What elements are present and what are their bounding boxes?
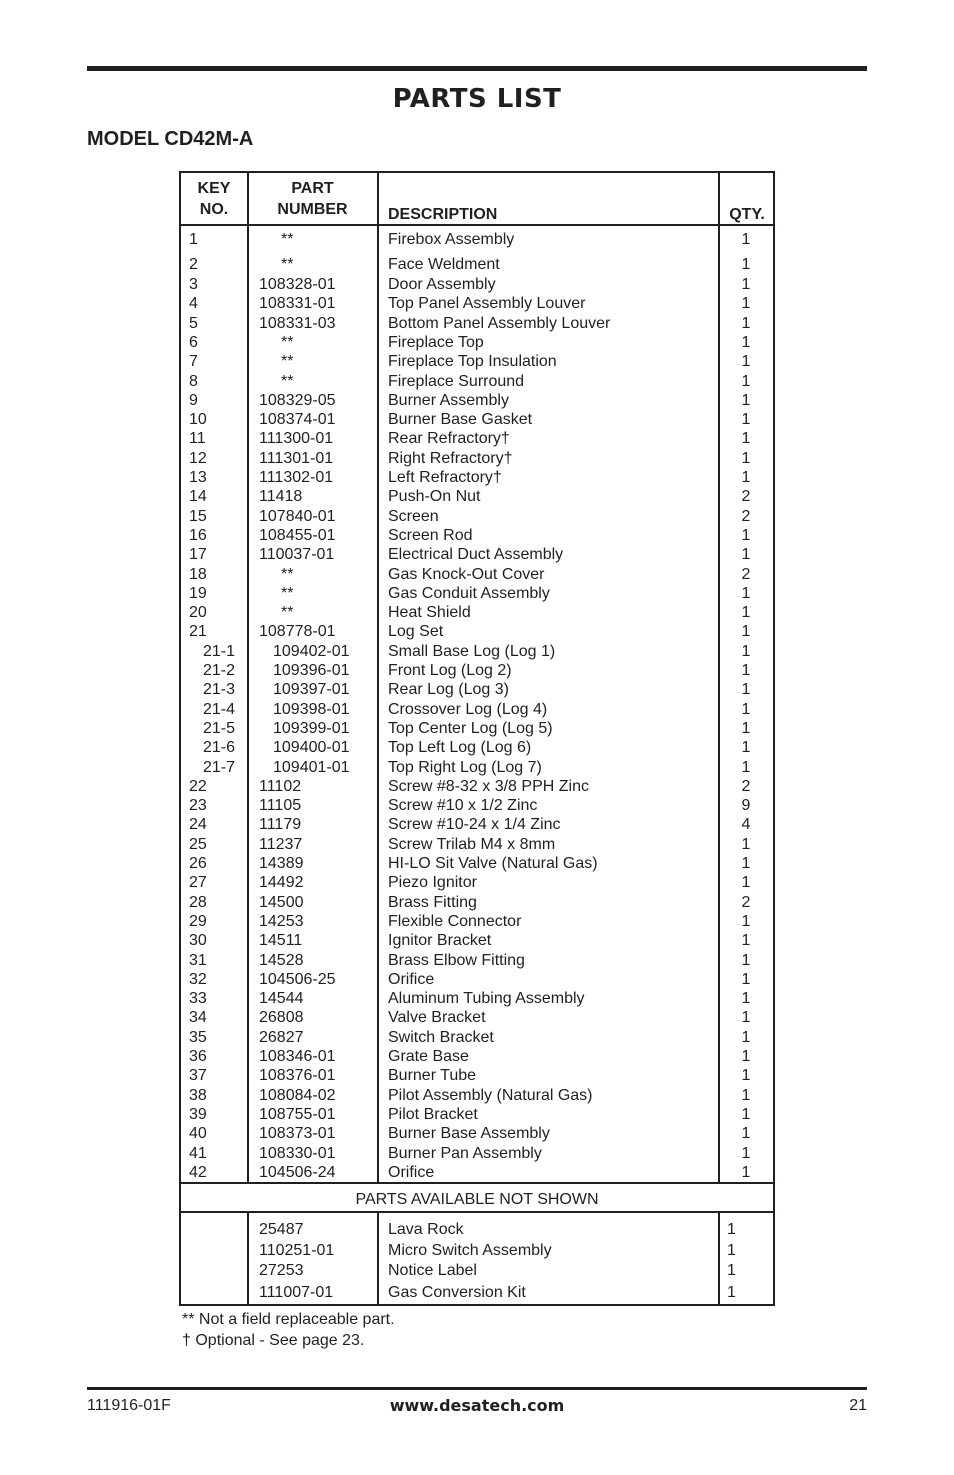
description-cell: Bottom Panel Assembly Louver	[388, 314, 611, 332]
table-row	[181, 622, 773, 641]
key-no-cell: 33	[189, 990, 207, 1008]
table-row	[181, 989, 773, 1008]
table-row	[181, 815, 773, 834]
model-heading: MODEL CD42M-A	[87, 128, 254, 150]
qty-cell: 1	[741, 662, 751, 679]
part-number-cell: 14528	[259, 951, 304, 969]
qty-cell: 1	[741, 584, 751, 602]
table-row	[181, 230, 773, 249]
key-no-cell: 2	[189, 256, 198, 273]
part-number-cell: **	[281, 604, 294, 622]
table-row	[181, 758, 773, 777]
key-no-cell: 40	[189, 1125, 207, 1143]
key-no-cell: 21-6	[203, 739, 236, 757]
qty-cell: 1	[741, 526, 751, 544]
table-row	[181, 738, 773, 757]
key-no-cell: 36	[189, 1048, 207, 1065]
qty-cell: 1	[741, 231, 751, 248]
description-cell: Orifice	[388, 970, 435, 988]
qty-cell: 4	[741, 816, 751, 834]
key-no-cell: 21-5	[203, 719, 236, 737]
description-cell: Screw #10 x 1/2 Zinc	[388, 797, 538, 815]
qty-cell: 1	[741, 430, 751, 448]
page-title: PARTS LIST	[392, 84, 562, 114]
table-row	[181, 719, 773, 738]
description-cell: Screen Rod	[388, 526, 473, 544]
key-no-cell: 18	[189, 565, 207, 583]
table-row	[181, 255, 773, 274]
table-row	[181, 410, 773, 429]
table-row	[181, 1124, 773, 1143]
part-number-cell: 109400-01	[273, 739, 350, 757]
part-number-cell: 111300-01	[259, 430, 334, 448]
qty-cell: 1	[727, 1221, 736, 1238]
description-cell: Electrical Duct Assembly	[388, 546, 564, 564]
part-number-cell: 108455-01	[259, 526, 336, 544]
key-no-cell: 21	[189, 623, 207, 641]
qty-cell: 1	[741, 411, 751, 429]
description-cell: Screw Trilab M4 x 8mm	[388, 835, 556, 853]
table-row	[181, 1261, 773, 1280]
table-row	[181, 1144, 773, 1163]
key-no-cell: 37	[189, 1067, 207, 1085]
table-row	[181, 314, 773, 333]
description-cell: Top Right Log (Log 7)	[388, 758, 542, 776]
part-number-cell: 108329-05	[259, 391, 336, 409]
qty-cell: 1	[741, 333, 751, 351]
table-row	[181, 777, 773, 796]
key-no-cell: 9	[189, 391, 198, 409]
qty-cell: 1	[727, 1284, 736, 1301]
part-number-cell: **	[281, 372, 294, 390]
description-cell: Grate Base	[388, 1048, 469, 1065]
description-cell: Pilot Bracket	[388, 1105, 478, 1123]
description-cell: Valve Bracket	[388, 1009, 486, 1027]
description-cell: Piezo Ignitor	[388, 874, 477, 892]
header-description: DESCRIPTION	[388, 206, 498, 223]
key-no-cell: 22	[189, 777, 207, 795]
qty-cell: 2	[741, 507, 751, 525]
key-no-cell: 24	[189, 816, 207, 834]
key-no-cell: 12	[189, 449, 207, 467]
part-number-cell: 25487	[259, 1221, 304, 1238]
key-no-cell: 21-2	[203, 662, 236, 679]
description-cell: Micro Switch Assembly	[388, 1242, 552, 1259]
description-cell: Fireplace Top	[388, 333, 484, 351]
header-qty: QTY.	[729, 206, 765, 223]
table-row	[181, 700, 773, 719]
table-row	[181, 352, 773, 371]
description-cell: Crossover Log (Log 4)	[388, 700, 548, 718]
qty-cell: 2	[741, 488, 751, 506]
qty-cell: 1	[741, 604, 751, 622]
qty-cell: 1	[741, 546, 751, 564]
part-number-cell: 11237	[259, 835, 303, 853]
part-number-cell: 109401-01	[273, 758, 350, 776]
qty-cell: 1	[741, 1028, 751, 1046]
qty-cell: 2	[741, 777, 751, 795]
qty-cell: 1	[741, 758, 751, 776]
header-key-no: KEY NO.	[197, 180, 231, 218]
table-row	[181, 951, 773, 970]
key-no-cell: 27	[189, 874, 207, 892]
description-cell: Gas Conversion Kit	[388, 1284, 526, 1301]
qty-cell: 1	[741, 912, 751, 930]
key-no-cell: 14	[189, 488, 207, 506]
part-number-cell: 11418	[259, 488, 303, 506]
part-number-cell: 108331-03	[259, 314, 336, 332]
description-cell: Push-On Nut	[388, 488, 481, 506]
description-cell: Lava Rock	[388, 1221, 464, 1238]
part-number-cell: 111301-01	[259, 449, 334, 467]
key-no-cell: 41	[189, 1144, 207, 1162]
table-row	[181, 1086, 773, 1105]
table-row	[181, 487, 773, 506]
key-no-cell: 20	[189, 604, 207, 622]
table-row	[181, 429, 773, 448]
part-number-cell: 109399-01	[273, 719, 350, 737]
section-rule-top	[181, 1182, 773, 1184]
part-number-cell: **	[281, 256, 294, 273]
qty-cell: 1	[741, 256, 751, 273]
description-cell: Switch Bracket	[388, 1028, 494, 1046]
part-number-cell: 110251-01	[259, 1242, 335, 1259]
key-no-cell: 1	[189, 231, 198, 248]
table-row	[181, 1241, 773, 1260]
qty-cell: 1	[741, 681, 751, 699]
table-row	[181, 333, 773, 352]
qty-cell: 1	[741, 1125, 751, 1143]
page-number: 21	[849, 1397, 867, 1414]
key-no-cell: 8	[189, 372, 198, 390]
not-shown-title: PARTS AVAILABLE NOT SHOWN	[355, 1191, 599, 1208]
part-number-cell: 11105	[259, 797, 302, 815]
qty-cell: 1	[741, 1105, 751, 1123]
key-no-cell: 21-4	[203, 700, 236, 718]
qty-cell: 1	[741, 372, 751, 390]
table-row	[181, 565, 773, 584]
qty-cell: 1	[727, 1242, 736, 1259]
table-row	[181, 1283, 773, 1302]
description-cell: Burner Base Assembly	[388, 1125, 550, 1143]
qty-cell: 1	[741, 1144, 751, 1162]
qty-cell: 1	[741, 835, 751, 853]
table-row	[181, 449, 773, 468]
qty-cell: 1	[741, 700, 751, 718]
description-cell: HI-LO Sit Valve (Natural Gas)	[388, 855, 598, 872]
doc-number: 111916-01F	[87, 1397, 171, 1414]
qty-cell: 1	[741, 295, 751, 313]
part-number-cell: **	[281, 333, 294, 351]
part-number-cell: 104506-24	[259, 1163, 336, 1181]
qty-cell: 1	[741, 739, 751, 757]
table-row	[181, 1047, 773, 1066]
table-row	[181, 912, 773, 931]
key-no-cell: 21-1	[203, 642, 236, 660]
key-no-cell: 23	[189, 797, 207, 815]
table-row	[181, 507, 773, 526]
key-no-cell: 5	[189, 314, 198, 332]
description-cell: Screen	[388, 507, 439, 525]
description-cell: Face Weldment	[388, 256, 500, 273]
part-number-cell: 26808	[259, 1009, 304, 1027]
part-number-cell: 104506-25	[259, 970, 336, 988]
description-cell: Top Left Log (Log 6)	[388, 739, 532, 757]
description-cell: Top Panel Assembly Louver	[388, 295, 586, 313]
qty-cell: 1	[741, 1067, 751, 1085]
part-number-cell: 108084-02	[259, 1086, 336, 1104]
table-row	[181, 661, 773, 680]
description-cell: Orifice	[388, 1163, 435, 1181]
part-number-cell: 108346-01	[259, 1048, 336, 1065]
qty-cell: 2	[741, 893, 751, 911]
key-no-cell: 25	[189, 835, 207, 853]
footnotes	[182, 1309, 395, 1351]
description-cell: Heat Shield	[388, 604, 471, 622]
qty-cell: 1	[741, 353, 751, 371]
qty-cell: 1	[741, 449, 751, 467]
key-no-cell: 30	[189, 932, 207, 950]
description-cell: Top Center Log (Log 5)	[388, 719, 553, 737]
parts-table	[179, 171, 775, 1306]
qty-cell: 1	[741, 469, 751, 486]
table-row	[181, 468, 773, 487]
part-number-cell: 108376-01	[259, 1067, 336, 1085]
qty-cell: 1	[741, 276, 751, 293]
header-part-number: PART NUMBER	[277, 180, 348, 218]
table-row	[181, 545, 773, 564]
part-number-cell: 108755-01	[259, 1105, 336, 1123]
table-row	[181, 294, 773, 313]
qty-cell: 1	[741, 1086, 751, 1104]
part-number-cell: **	[281, 353, 294, 371]
table-row	[181, 1163, 773, 1182]
table-row	[181, 372, 773, 391]
key-no-cell: 28	[189, 893, 207, 911]
qty-cell: 1	[741, 1048, 751, 1065]
key-no-cell: 15	[189, 507, 207, 525]
part-number-cell: 14253	[259, 912, 304, 930]
qty-cell: 1	[741, 932, 751, 950]
part-number-cell: 108373-01	[259, 1125, 336, 1143]
table-row	[181, 873, 773, 892]
table-row	[181, 970, 773, 989]
part-number-cell: 14500	[259, 893, 304, 911]
part-number-cell: 111007-01	[259, 1284, 334, 1301]
key-no-cell: 29	[189, 912, 207, 930]
description-cell: Fireplace Top Insulation	[388, 353, 557, 371]
description-cell: Brass Elbow Fitting	[388, 951, 525, 969]
part-number-cell: 27253	[259, 1262, 304, 1279]
description-cell: Ignitor Bracket	[388, 932, 492, 950]
part-number-cell: 11102	[259, 777, 302, 795]
table-row	[181, 854, 773, 873]
key-no-cell: 11	[189, 430, 206, 448]
description-cell: Burner Assembly	[388, 391, 509, 409]
part-number-cell: 14492	[259, 874, 304, 892]
part-number-cell: 109398-01	[273, 700, 350, 718]
qty-cell: 9	[741, 797, 751, 815]
table-row	[181, 680, 773, 699]
key-no-cell: 10	[189, 411, 207, 429]
description-cell: Screw #10-24 x 1/4 Zinc	[388, 816, 561, 834]
part-number-cell: 11179	[259, 816, 302, 834]
part-number-cell: 14544	[259, 990, 304, 1008]
description-cell: Burner Pan Assembly	[388, 1144, 542, 1162]
part-number-cell: 107840-01	[259, 507, 336, 525]
qty-cell: 1	[741, 642, 751, 660]
part-number-cell: **	[281, 231, 294, 248]
qty-cell: 1	[741, 1009, 751, 1027]
description-cell: Gas Knock-Out Cover	[388, 565, 545, 583]
table-row	[181, 584, 773, 603]
table-row	[181, 391, 773, 410]
key-no-cell: 21-3	[203, 681, 236, 699]
key-no-cell: 38	[189, 1086, 207, 1104]
key-no-cell: 42	[189, 1163, 207, 1181]
part-number-cell: 14389	[259, 855, 304, 872]
description-cell: Rear Refractory†	[388, 430, 510, 448]
part-number-cell: 109402-01	[273, 642, 350, 660]
description-cell: Left Refractory†	[388, 469, 502, 486]
part-number-cell: **	[281, 584, 294, 602]
description-cell: Aluminum Tubing Assembly	[388, 990, 585, 1008]
key-no-cell: 39	[189, 1105, 207, 1123]
table-row	[181, 931, 773, 950]
description-cell: Brass Fitting	[388, 893, 477, 911]
table-row	[181, 893, 773, 912]
description-cell: Right Refractory†	[388, 449, 513, 467]
description-cell: Fireplace Surround	[388, 372, 525, 390]
part-number-cell: 109397-01	[273, 681, 350, 699]
part-number-cell: **	[281, 565, 294, 583]
part-number-cell: 108330-01	[259, 1144, 336, 1162]
key-no-cell: 26	[189, 855, 207, 872]
qty-cell: 1	[741, 855, 751, 872]
key-no-cell: 4	[189, 295, 198, 313]
description-cell: Burner Base Gasket	[388, 411, 533, 429]
footnote-not-replaceable: ** Not a field replaceable part.	[182, 1311, 395, 1328]
description-cell: Burner Tube	[388, 1067, 477, 1085]
part-number-cell: 111302-01	[259, 469, 334, 486]
table-row	[181, 1028, 773, 1047]
qty-cell: 1	[741, 391, 751, 409]
qty-cell: 1	[741, 970, 751, 988]
key-no-cell: 19	[189, 584, 207, 602]
description-cell: Small Base Log (Log 1)	[388, 642, 556, 660]
part-number-cell: 108328-01	[259, 276, 336, 293]
part-number-cell: 108374-01	[259, 411, 336, 429]
top-rule	[87, 66, 867, 71]
section-rule-bottom	[181, 1211, 773, 1213]
table-row	[181, 1066, 773, 1085]
key-no-cell: 34	[189, 1009, 207, 1027]
qty-cell: 1	[727, 1262, 736, 1279]
key-no-cell: 35	[189, 1028, 207, 1046]
key-no-cell: 3	[189, 276, 198, 293]
key-no-cell: 13	[189, 469, 207, 486]
qty-cell: 2	[741, 565, 751, 583]
key-no-cell: 21-7	[203, 758, 236, 776]
part-number-cell: 108778-01	[259, 623, 336, 641]
bottom-rule	[87, 1387, 867, 1390]
key-no-cell: 32	[189, 970, 207, 988]
key-no-cell: 31	[189, 951, 207, 969]
qty-cell: 1	[741, 874, 751, 892]
part-number-cell: 110037-01	[259, 546, 335, 564]
table-row	[181, 603, 773, 622]
key-no-cell: 16	[189, 526, 207, 544]
part-number-cell: 109396-01	[273, 662, 350, 679]
table-row	[181, 1105, 773, 1124]
qty-cell: 1	[741, 990, 751, 1008]
key-no-cell: 7	[189, 353, 198, 371]
table-row	[181, 1008, 773, 1027]
description-cell: Flexible Connector	[388, 912, 522, 930]
description-cell: Rear Log (Log 3)	[388, 681, 509, 699]
footnote-optional: † Optional - See page 23.	[182, 1332, 365, 1349]
qty-cell: 1	[741, 1163, 751, 1181]
description-cell: Screw #8-32 x 3/8 PPH Zinc	[388, 777, 589, 795]
part-number-cell: 108331-01	[259, 295, 336, 313]
table-row	[181, 1220, 773, 1239]
description-cell: Notice Label	[388, 1262, 477, 1279]
key-no-cell: 6	[189, 333, 198, 351]
qty-cell: 1	[741, 951, 751, 969]
table-row	[181, 526, 773, 545]
key-no-cell: 17	[189, 546, 207, 564]
website-link[interactable]: www.desatech.com	[389, 1396, 565, 1415]
qty-cell: 1	[741, 314, 751, 332]
table-row	[181, 835, 773, 854]
table-row	[181, 275, 773, 294]
description-cell: Firebox Assembly	[388, 231, 515, 248]
description-cell: Gas Conduit Assembly	[388, 584, 550, 602]
qty-cell: 1	[741, 623, 751, 641]
part-number-cell: 26827	[259, 1028, 304, 1046]
part-number-cell: 14511	[259, 932, 303, 950]
qty-cell: 1	[741, 719, 751, 737]
description-cell: Door Assembly	[388, 276, 496, 293]
table-row	[181, 642, 773, 661]
description-cell: Front Log (Log 2)	[388, 662, 512, 679]
description-cell: Pilot Assembly (Natural Gas)	[388, 1086, 593, 1104]
description-cell: Log Set	[388, 623, 444, 641]
table-row	[181, 796, 773, 815]
